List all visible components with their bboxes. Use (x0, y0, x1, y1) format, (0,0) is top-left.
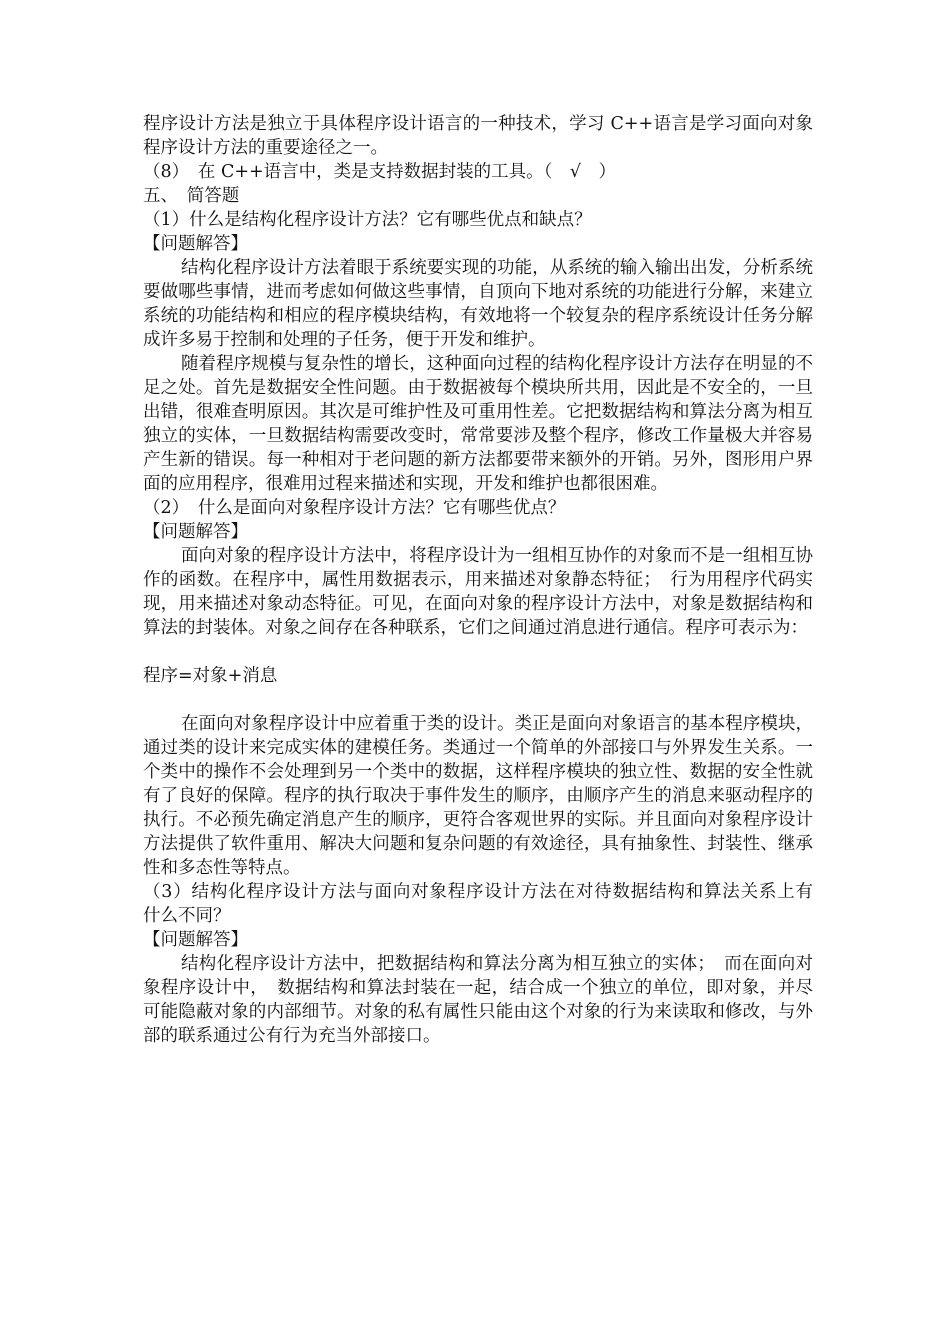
answer-label-2: 【问题解答】 (143, 522, 248, 542)
answer-1-paragraph-2: 随着程序规模与复杂性的增长，这种面向过程的结构化程序设计方法存在明显的不足之处。首先是数据安全性问题。由于数据被每个模块所共用，因此是不安全的，一旦出错，很难查明原因。其次是可维护性及可重用性差。它把数据结构和算法分离为相互独立的实体，一旦数据结构需要改变时，常常要涉及整个程序，修改工作量极大并容易产生新的错误。每一种相对于老问题的新方法都要带来额外的开销。另外，图形用户界面的应用程序，很难用过程来描述和实现，开发和维护也都很困难。 (143, 354, 813, 494)
answer-2-paragraph-2: 在面向对象程序设计中应着重于类的设计。类正是面向对象语言的基本程序模块，通过类的设计来完成实体的建模任务。类通过一个简单的外部接口与外界发生关系。一个类中的操作不会处理到另一个类中的数据，这样程序模块的独立性、数据的安全性就有了良好的保障。程序的执行取决于事件发生的顺序，由顺序产生的消息来驱动程序的执行。不必预先确定消息产生的顺序，更符合客观世界的实际。并且面向对象程序设计方法提供了软件重用、解决大问题和复杂问题的有效途径，具有抽象性、封装性、继承性和多态性等特点。 (143, 714, 813, 878)
program-formula: 程序=对象+消息 (143, 666, 278, 686)
answer-1-paragraph-1: 结构化程序设计方法着眼于系统要实现的功能，从系统的输入输出出发，分析系统要做哪些事情，进而考虑如何做这些事情，自顶向下地对系统的功能进行分解，来建立系统的功能结构和相应的程序模块结构，有效地将一个较复杂的程序系统设计任务分解成许多易于控制和处理的子任务，便于开发和维护。 (143, 258, 813, 350)
blank-line (143, 640, 813, 664)
answer-2-paragraph-1: 面向对象的程序设计方法中，将程序设计为一组相互协作的对象而不是一组相互协作的函数。在程序中，属性用数据表示，用来描述对象静态特征； 行为用程序代码实现，用来描述对象动态特征。可见，在面向对象的程序设计方法中，对象是数据结构和算法的封装体。对象之间存在各种联系，它们之间通过消息进行通信。程序可表示为： (143, 546, 813, 638)
true-false-item-8: （8） 在 C++语言中，类是支持数据封装的工具。（ √ ） (143, 162, 617, 182)
question-2: （2） 什么是面向对象程序设计方法？它有哪些优点？ (143, 498, 566, 518)
blank-line (143, 688, 813, 712)
answer-label-1: 【问题解答】 (143, 234, 248, 254)
question-1: （1）什么是结构化程序设计方法？它有哪些优点和缺点？ (143, 210, 592, 230)
question-3: （3）结构化程序设计方法与面向对象程序设计方法在对待数据结构和算法关系上有 什么不同？ (143, 882, 831, 926)
section-heading-short-answer: 五、 简答题 (143, 186, 240, 206)
answer-3-paragraph-1: 结构化程序设计方法中，把数据结构和算法分离为相互独立的实体； 而在面向对象程序设计中， 数据结构和算法封装在一起，结合成一个独立的单位，即对象，并尽可能隐蔽对象的内部细节。对象的私有属性只能由这个对象的行为来读取和修改，与外部的联系通过公有行为充当外部接口。 (143, 954, 813, 1046)
document-body (143, 112, 831, 1048)
answer-label-3: 【问题解答】 (143, 930, 248, 950)
intro-paragraph: 程序设计方法是独立于具体程序设计语言的一种技术，学习 C++语言是学习面向对象程序设计方法的重要途径之一。 (143, 114, 813, 158)
